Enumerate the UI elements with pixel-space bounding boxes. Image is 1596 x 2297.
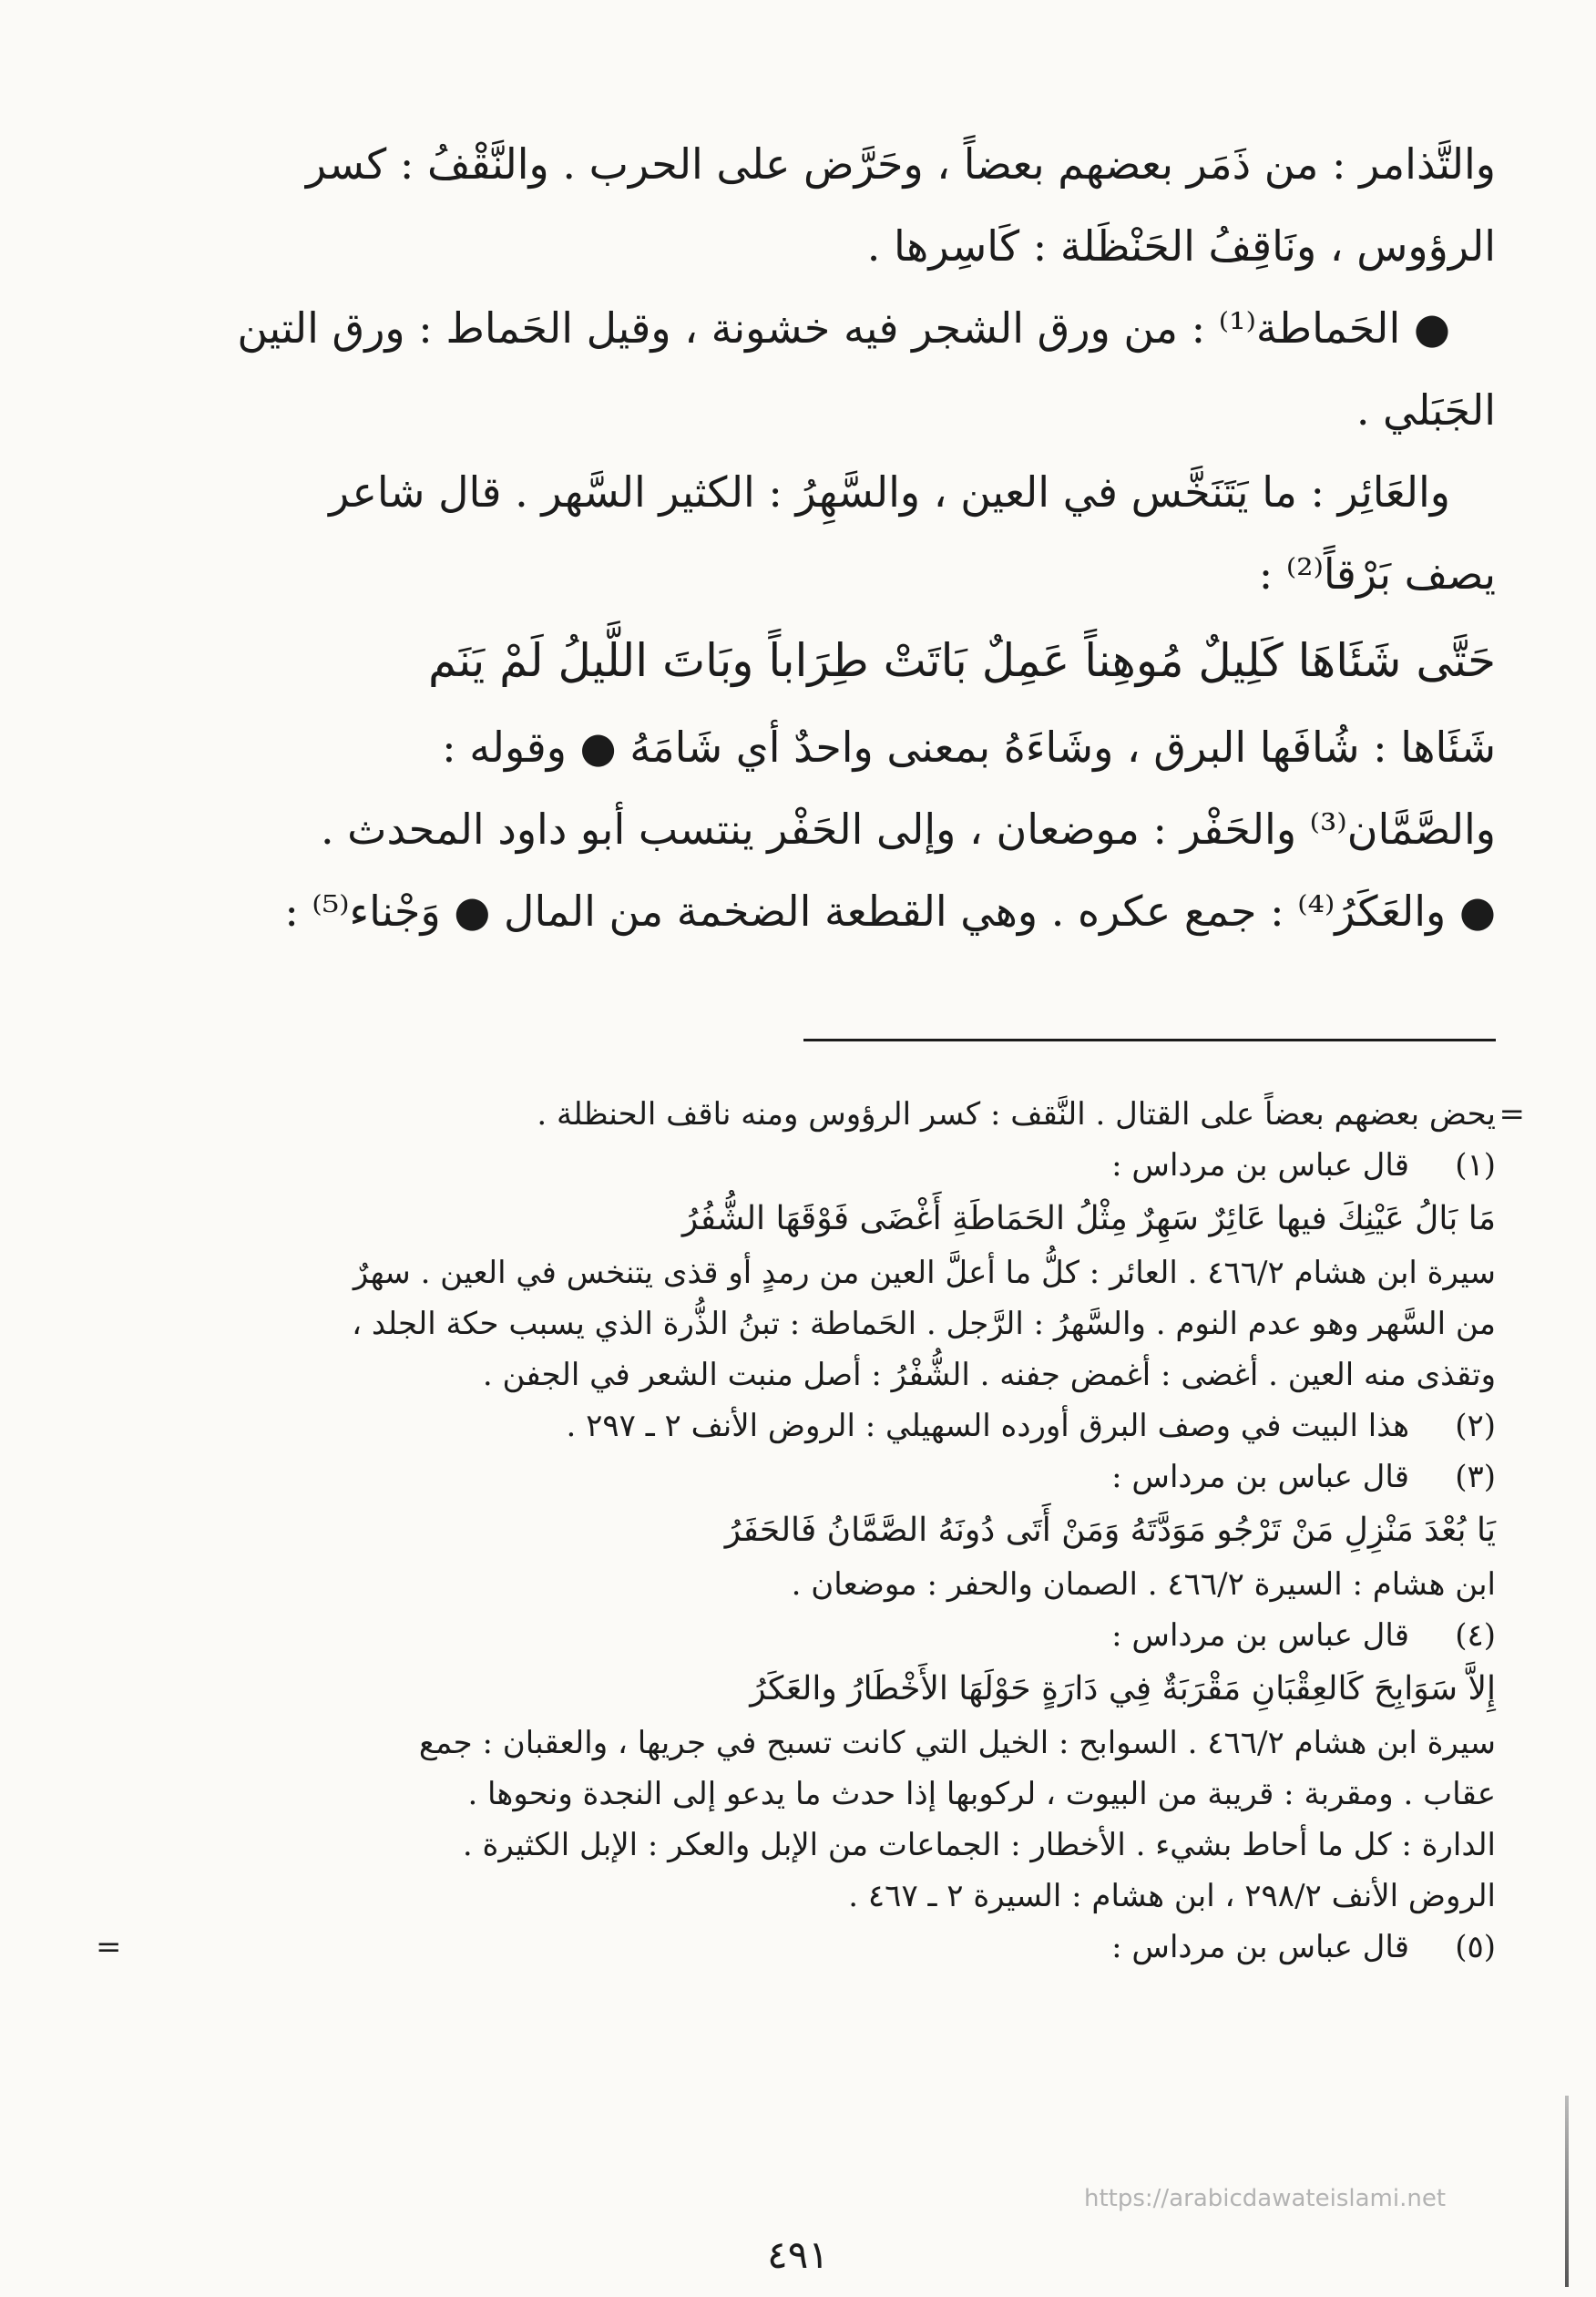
footnote-intro: قال عباس بن مرداس : bbox=[1111, 1929, 1409, 1965]
footnote-4 bbox=[96, 1610, 1496, 1661]
main-line-9: ● والعَكَرُ⁽⁴⁾ : جمع عكره . وهي القطعة الضخمة من المال ● وَجْناء⁽⁵⁾ : bbox=[284, 887, 1496, 936]
footnotes bbox=[96, 1089, 1525, 1973]
footnote-3 bbox=[96, 1451, 1496, 1502]
footnote-4-line: سيرة ابن هشام ٤٦٦/٢ . السوابح : الخيل التي كانت تسبح في جريها ، والعقبان : جمع bbox=[418, 1725, 1496, 1761]
main-line-8: والصَّمَّان⁽³⁾ والحَفْر : موضعان ، وإلى الحَفْر ينتسب أبو داود المحدث . bbox=[320, 805, 1496, 854]
footnote-carry-over-text: يحض بعضهم بعضاً على القتال . النَّقف : كسر الرؤوس ومنه ناقف الحنظلة . bbox=[537, 1096, 1496, 1133]
footnote-divider bbox=[803, 1039, 1496, 1041]
footnote-1-line: من السَّهر وهو عدم النوم . والسَّهرُ : الرَّجل . الحَماطة : تبنُ الذُّرة الذي يسبب حكة الجلد ، bbox=[352, 1306, 1496, 1342]
footnote-intro: قال عباس بن مرداس : bbox=[1111, 1617, 1409, 1654]
footnote-4-line: عقاب . ومقربة : قريبة من البيوت ، لركوبها إذا حدث ما يدعو إلى النجدة ونحوها . bbox=[467, 1776, 1496, 1812]
footnote-3-verse: يَا بُعْدَ مَنْزِلِ مَنْ تَرْجُو مَوَدَّتَهُ وَمَنْ أَتَى دُونَهُ الصَّمَّانُ فَالحَفَرُ bbox=[724, 1512, 1496, 1549]
watermark-url: https://arabicdawateislami.net bbox=[1084, 2185, 1447, 2212]
main-text bbox=[114, 123, 1496, 952]
footnote-number: (٣) bbox=[1455, 1459, 1496, 1495]
main-line-2: الرؤوس ، ونَاقِفُ الحَنْظَلة : كَاسِرها . bbox=[866, 221, 1496, 271]
footnote-number: (٥) bbox=[1455, 1929, 1496, 1965]
footnote-1 bbox=[96, 1140, 1496, 1191]
footnote-number: (٢) bbox=[1455, 1408, 1496, 1444]
page-edge-shadow bbox=[1565, 2096, 1569, 2287]
footnote-1-verse: مَا بَالُ عَيْنِكَ فيها عَائِرٌ سَهِرٌ مِثْلُ الحَمَاطَةِ أَغْضَى فَوْقَهَا الشُّفُرُ bbox=[681, 1200, 1496, 1237]
main-line-6: يصف بَرْقاً⁽²⁾ : bbox=[1258, 549, 1496, 599]
footnote-2 bbox=[96, 1400, 1496, 1451]
footnote-number: (٤) bbox=[1455, 1617, 1496, 1654]
main-line-3: ● الحَماطة⁽¹⁾ : من ورق الشجر فيه خشونة ، وقيل الحَماط : ورق التين bbox=[237, 303, 1450, 353]
main-verse: حَتَّى شَئَاهَا كَلِيلٌ مُوهِناً عَمِلٌ بَاتَتْ طِرَاباً وبَاتَ اللَّيلُ لَمْ يَنَم bbox=[427, 634, 1496, 687]
main-line-4: الجَبَلي . bbox=[1356, 385, 1496, 435]
footnote-5 bbox=[96, 1922, 1496, 1973]
main-line-7: شَئَاها : شُافَها البرق ، وشَاءَهُ بمعنى واحدٌ أي شَامَهُ ● وقوله : bbox=[442, 723, 1496, 772]
footnote-carry-over bbox=[96, 1089, 1525, 1140]
footnote-number: (١) bbox=[1455, 1147, 1496, 1184]
footnote-3-line: ابن هشام : السيرة ٤٦٦/٢ . الصمان والحفر : موضعان . bbox=[791, 1566, 1496, 1603]
main-line-1: والتَّذامر : من ذَمَر بعضهم بعضاً ، وحَرَّض على الحرب . والنَّقْفُ : كسر bbox=[305, 139, 1496, 189]
footnote-intro: هذا البيت في وصف البرق أورده السهيلي : الروض الأنف ٢ ـ ٢٩٧ . bbox=[566, 1408, 1409, 1444]
footnote-1-line: سيرة ابن هشام ٤٦٦/٢ . العائر : كلُّ ما أعلَّ العين من رمدٍ أو قذى يتنخس في العين . سهرٌ bbox=[353, 1255, 1496, 1291]
footnote-intro: قال عباس بن مرداس : bbox=[1111, 1147, 1409, 1184]
page-number: ٤٩١ bbox=[767, 2232, 829, 2277]
main-line-5: والعَائِر : ما يَتَنَخَّس في العين ، والسَّهِرُ : الكثير السَّهر . قال شاعر bbox=[329, 467, 1450, 517]
footnote-4-line: الدارة : كل ما أحاط بشيء . الأخطار : الجماعات من الإبل والعكر : الإبل الكثيرة . bbox=[462, 1827, 1496, 1863]
footnote-1-line: وتقذى منه العين . أغضى : أغمض جفنه . الشُّفْرُ : أصل منبت الشعر في الجفن . bbox=[482, 1357, 1496, 1393]
continuation-marker-end: = bbox=[96, 1929, 122, 1965]
footnote-4-line: الروض الأنف ٢٩٨/٢ ، ابن هشام : السيرة ٢ ـ ٤٦٧ . bbox=[848, 1878, 1496, 1914]
continuation-marker: = bbox=[1499, 1096, 1525, 1133]
footnote-4-verse: إِلاَّ سَوَابِحَ كَالعِقْبَانِ مَقْرَبَةٌ فِي دَارَةٍ حَوْلَهَا الأَخْطَارُ والعَكَرُ bbox=[750, 1670, 1496, 1707]
footnote-intro: قال عباس بن مرداس : bbox=[1111, 1459, 1409, 1495]
